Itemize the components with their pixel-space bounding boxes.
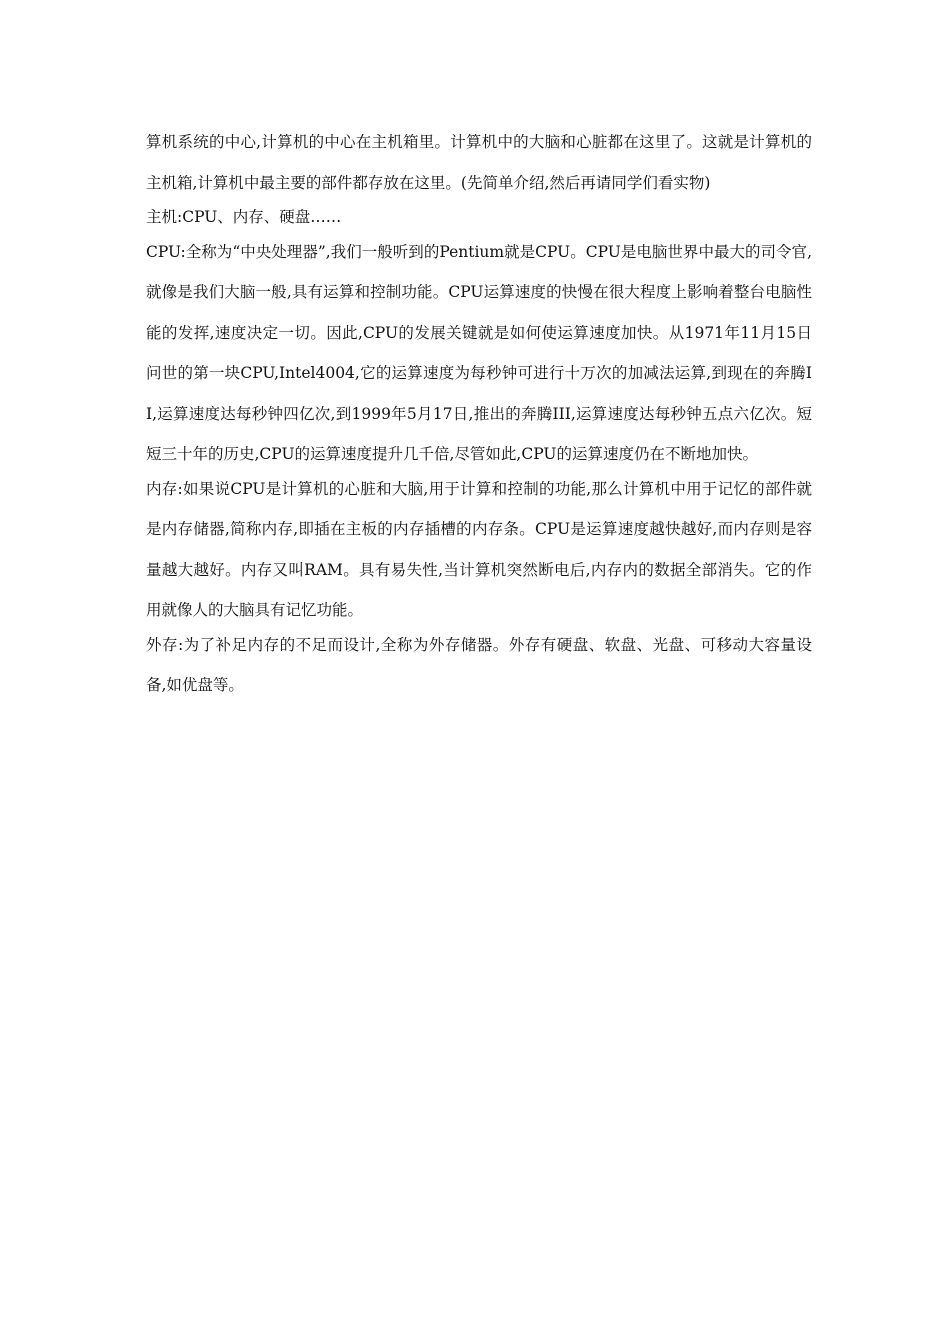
paragraph-host-components: 主机:CPU、内存、硬盘…… [146, 208, 342, 226]
paragraph-external-storage: 外存:为了补足内存的不足而设计,全称为外存储器。外存有硬盘、软盘、光盘、可移动大容量设备,如优盘等。 [146, 635, 812, 694]
paragraph-cpu: CPU:全称为“中央处理器”,我们一般听到的Pentium就是CPU。CPU是电脑世界中最大的司令官,就像是我们大脑一般,具有运算和控制功能。CPU运算速度的快慢在很大程度上影响着整台电脑性能的发挥,速度决定一切。因此,CPU的发展关键就是如何使运算速度加快。从1971年11月15日问世的第一块CPU,Intel4004,它的运算速度为每秒钟可进行十万次的加减法运算,到现在的奔腾II,运算速度达每秒钟四亿次,到1999年5月17日,推出的奔腾III,运算速度达每秒钟五点六亿次。短短三十年的历史,CPU的运算速度提升几千倍,尽管如此,CPU的运算速度仍在不断地加快。 [146, 242, 812, 463]
paragraph-computer-center: 算机系统的中心,计算机的中心在主机箱里。计算机中的大脑和心脏都在这里了。这就是计算机的主机箱,计算机中最主要的部件都存放在这里。(先简单介绍,然后再请同学们看实物) [146, 133, 812, 192]
paragraph-memory: 内存:如果说CPU是计算机的心脏和大脑,用于计算和控制的功能,那么计算机中用于记忆的部件就是内存储器,简称内存,即插在主板的内存插槽的内存条。CPU是运算速度越快越好,而内存则是容量越大越好。内存又叫RAM。具有易失性,当计算机突然断电后,内存内的数据全部消失。它的作用就像人的大脑具有记忆功能。 [146, 479, 812, 619]
document-body [146, 122, 812, 706]
